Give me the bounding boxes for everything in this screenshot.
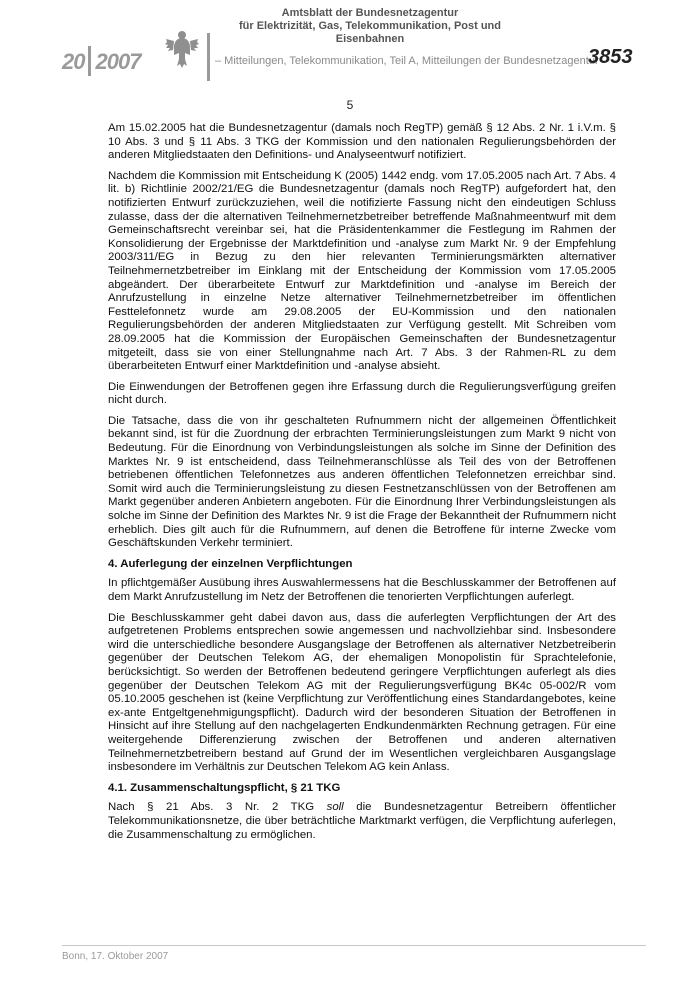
paragraph: Am 15.02.2005 hat die Bundesnetzagentur (damals noch RegTP) gemäß § 12 Abs. 2 Nr. 1 i.V.m. § 10 Abs. 3 und § 11 Abs. 3 TKG der Kommission und den nationalen Regulierungsbehörden der anderen Mitgliedstaaten den Definitions- und Analyseentwurf notifiziert. <box>108 122 616 162</box>
gazette-title <box>215 7 525 46</box>
paragraph: In pflichtgemäßer Ausübung ihres Auswahlermessens hat die Beschlusskammer der Betroffenen auf dem Markt Anrufzustellung im Netz der Betroffenen die tenorierten Verpflichtungen auferlegt. <box>108 577 616 603</box>
section-heading-4: 4. Auferlegung der einzelnen Verpflichtungen <box>108 557 353 570</box>
section-heading-4-1: 4.1. Zusammenschaltungspflicht, § 21 TKG <box>108 781 341 794</box>
footer-rule <box>62 945 646 946</box>
gazette-title-line-1: Amtsblatt der Bundesnetzagentur <box>281 7 459 19</box>
year: 2007 <box>95 49 141 74</box>
paragraph: Die Tatsache, dass die von ihr geschalteten Rufnummern nicht der allgemeinen Öffentlichkeit bekannt sind, ist für die Zuordnung der erbrachten Terminierungsleistungen zum Markt 9 nicht von Bedeutung. Für die Einordnung von Verbindungsleistungen als solche im Sinne der Definition des Marktes Nr. 9 ist entscheidend, dass Teilnehmeranschlüsse als Teil des von der Betroffenen betriebenen öffentlichen Telefonnetzes aus anderen öffentlichen Telefonnetzen erreichbar sind. Somit wird auch die Terminierungsleistung zu diesen Festnetzanschlüssen von der Betroffenen am Markt gegenüber anderen Anbietern angeboten. Für die Einordnung Ihrer Verbindungsleistungen als solche im Sinne der Definition des Marktes Nr. 9 ist die Frage der Bekanntheit der Rufnummern nicht erheblich. Dies gilt auch für die Rufnummern, auf denen die Betroffene für interne Zwecke vom Geschäftskunden Verkehr terminiert. <box>108 414 616 550</box>
gazette-title-line-2: für Elektrizität, Gas, Telekommunikation, Post und Eisenbahnen <box>238 20 501 45</box>
federal-eagle-icon <box>165 28 199 70</box>
footer-date: Bonn, 17. Oktober 2007 <box>62 951 169 962</box>
document-page-number: 5 <box>346 98 354 112</box>
paragraph-text: die Bundesnetzagentur Betreibern öffentlicher Telekommunikationsnetze, die über beträchtliche Marktmarkt verfügen, die Verpflichtung auferlegen, die Zusammenschaltung zu ermöglichen. <box>108 801 616 841</box>
paragraph: Die Einwendungen der Betroffenen gegen ihre Erfassung durch die Regulierungsverfügung greifen nicht durch. <box>108 380 616 407</box>
gazette-page-number: 3853 <box>588 46 633 68</box>
issue-number: 20 <box>62 49 85 74</box>
paragraph: Die Beschlusskammer geht dabei davon aus, dass die auferlegten Verpflichtungen der Art des aufgetretenen Problems entsprechen sowie angemessen und nachvollziehbar sind. Insbesondere wird die unterschiedliche besondere Ausgangslage der Betroffenen als alternativer Netzbetreiberin gegenüber der Deutschen Telekom AG, der ehemaligen Monopolistin für Sprachtelefonie, berücksichtigt. So werden der Betroffenen bedeutend geringere Verpflichtungen auferlegt als dies gegenüber der Deutschen Telekom AG mit der Regulierungsverfügung BK4c 05-002/R vom 05.10.2005 geschehen ist (keine Verpflichtung zur Veröffentlichung eines Standardangebotes, keine ex-ante Entgeltgenehmigungspflicht). Dadurch wird der besonderen Situation der Betroffenen in Hinsicht auf ihre Stellung auf den nachgelagerten Endkundenmärkten Rechnung getragen. Für eine weitergehende Differenzierung zwischen der Betroffenen und anderen alternativen Teilnehmernetzbetreibern bestand auf Grund der im Wesentlichen vergleichbaren Ausgangslage insbesondere im Verhältnis zur Deutschen Telekom AG kein Anlass. <box>108 611 616 774</box>
issue-divider <box>88 46 91 76</box>
paragraph-text: Nach § 21 Abs. 3 Nr. 2 TKG <box>108 801 327 814</box>
paragraph: Nachdem die Kommission mit Entscheidung K (2005) 1442 endg. vom 17.05.2005 nach Art. 7 Abs. 4 lit. b) Richtlinie 2002/21/EG die Bundesnetzagentur (damals noch RegTP) aufgefordert hat, den notifizierten Entwurf zurückzuziehen, weil die notifizierte Fassung nicht den eindeutigen Schluss zulasse, dass der die alternativen Teilnehmernetzbetreiber betreffende Maßnahmeentwurf mit dem Gemeinschaftsrecht vereinbar sei, hat die Präsidentenkammer die Festlegung im Rahmen der Konsolidierung der Ergebnisse der Marktdefinition und -analyse zum Markt Nr. 9 der Empfehlung 2003/311/EG in Bezug zu den hier relevanten Terminierungsmärkten alternativer Teilnehmernetzbetreiber im Einklang mit der Entscheidung der Kommission vom 17.05.2005 abgeändert. Der überarbeitete Entwurf zur Marktdefinition und -analyse im Bereich der Anrufzustellung in einzelne Netze alternativer Teilnehmernetzbetreiber im öffentlichen Festtelefonnetz wurde am 29.08.2005 der EU-Kommission und den nationalen Regulierungsbehörden der anderen Mitgliedstaaten zur Verfügung gestellt. Mit Schreiben vom 28.09.2005 hat die Kommission der Europäischen Gemeinschaften der Bundesnetzagentur mitgeteilt, dass sie von einer Stellungnahme nach Art. 7 Abs. 3 der Rahmen-RL zu dem überarbeiteten Entwurf einer Marktdefinition und -analyse absieht. <box>108 169 616 373</box>
header-vertical-rule <box>207 33 210 81</box>
gazette-subtitle: – Mitteilungen, Telekommunikation, Teil A, Mitteilungen der Bundesnetzagentur – <box>215 55 608 67</box>
emphasis-text: soll <box>326 801 344 814</box>
paragraph <box>108 801 616 842</box>
issue-year <box>62 46 140 76</box>
document-body <box>108 122 616 849</box>
